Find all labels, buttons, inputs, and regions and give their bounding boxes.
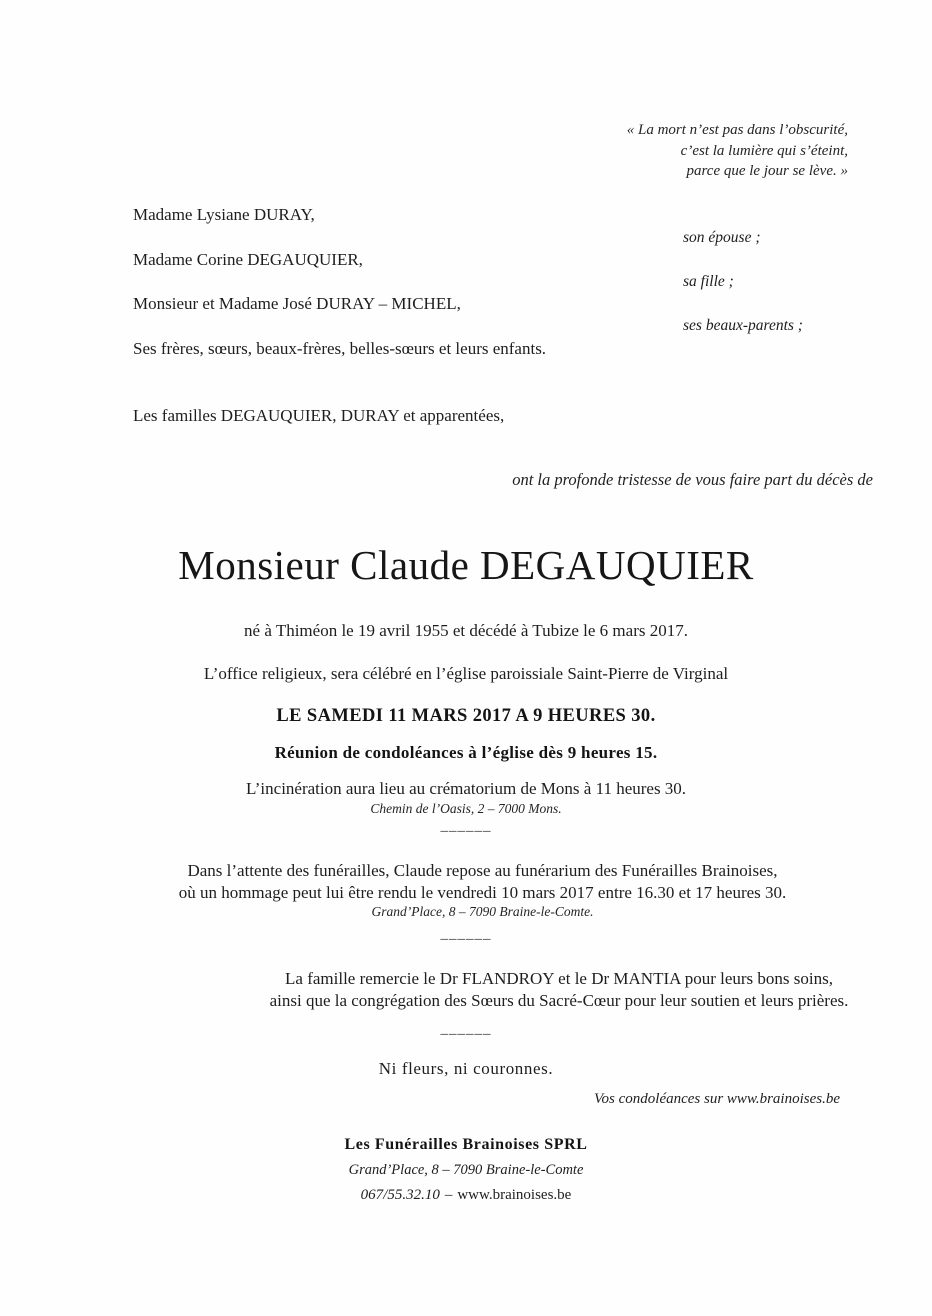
section-divider-2: ______ (440, 926, 492, 942)
funeral-home-website: www.brainoises.be (457, 1187, 572, 1203)
repose-line-2: où un hommage peut lui être rendu le vendredi 10 mars 2017 entre 16.30 et 17 heures 30. (178, 883, 787, 902)
announcement-line: ont la profonde tristesse de vous faire part du décès de (512, 470, 873, 489)
relative-name-daughter: Madame Corine DEGAUQUIER, (133, 250, 363, 269)
section-divider-1: ______ (440, 818, 492, 834)
service-datetime-line: LE SAMEDI 11 MARS 2017 A 9 HEURES 30. (276, 706, 656, 726)
relation-label-inlaws: ses beaux-parents ; (683, 317, 803, 334)
cremation-line: L’incinération aura lieu au crématorium de Mons à 11 heures 30. (245, 779, 687, 798)
opening-quote (627, 120, 848, 182)
birth-death-line: né à Thiméon le 19 avril 1955 et décédé à Tubize le 6 mars 2017. (244, 621, 688, 640)
relation-label-daughter: sa fille ; (683, 273, 734, 290)
relative-name-inlaws: Monsieur et Madame José DURAY – MICHEL, (133, 294, 461, 313)
thanks-line-2: ainsi que la congrégation des Sœurs du Sacré-Cœur pour leur soutien et leurs prières. (269, 991, 849, 1010)
thanks-line-1: La famille remercie le Dr FLANDROY et le Dr MANTIA pour leurs bons soins, (285, 969, 833, 988)
relative-name-siblings: Ses frères, sœurs, beaux-frères, belles-sœurs et leurs enfants. (133, 339, 547, 358)
quote-line-2: c’est la lumière qui s’éteint, (680, 142, 848, 159)
funeral-home-name: Les Funérailles Brainoises SPRL (344, 1136, 588, 1153)
families-line: Les familles DEGAUQUIER, DURAY et apparentées, (133, 406, 505, 425)
no-flowers-line: Ni fleurs, ni couronnes. (378, 1059, 554, 1078)
relation-label-spouse: son épouse ; (683, 229, 761, 246)
section-divider-3: ______ (440, 1021, 492, 1037)
funeral-home-phone: 067/55.32.10 (360, 1187, 440, 1203)
funeral-home-contact (0, 1187, 932, 1204)
repose-block (0, 860, 932, 920)
quote-line-1: « La mort n’est pas dans l’obscurité, (626, 122, 848, 138)
online-condolences-line: Vos condoléances sur www.brainoises.be (594, 1091, 840, 1107)
service-line: L’office religieux, sera célébré en l’église paroissiale Saint-Pierre de Virginal (203, 664, 729, 683)
deceased-name-title: Monsieur Claude DEGAUQUIER (178, 542, 754, 588)
thanks-block (186, 968, 932, 1012)
condolence-meeting-line: Réunion de condoléances à l’église dès 9 heures 15. (274, 743, 658, 762)
funerarium-address: Grand’Place, 8 – 7090 Braine-le-Comte. (371, 904, 594, 919)
crematorium-address: Chemin de l’Oasis, 2 – 7000 Mons. (370, 801, 562, 816)
quote-line-3: parce que le jour se lève. » (686, 163, 848, 179)
contact-separator: – (444, 1187, 453, 1203)
relative-name-spouse: Madame Lysiane DURAY, (133, 205, 315, 224)
repose-line-1: Dans l’attente des funérailles, Claude repose au funérarium des Funérailles Brainoises, (187, 861, 778, 880)
funeral-home-address: Grand’Place, 8 – 7090 Braine-le-Comte (348, 1162, 584, 1178)
